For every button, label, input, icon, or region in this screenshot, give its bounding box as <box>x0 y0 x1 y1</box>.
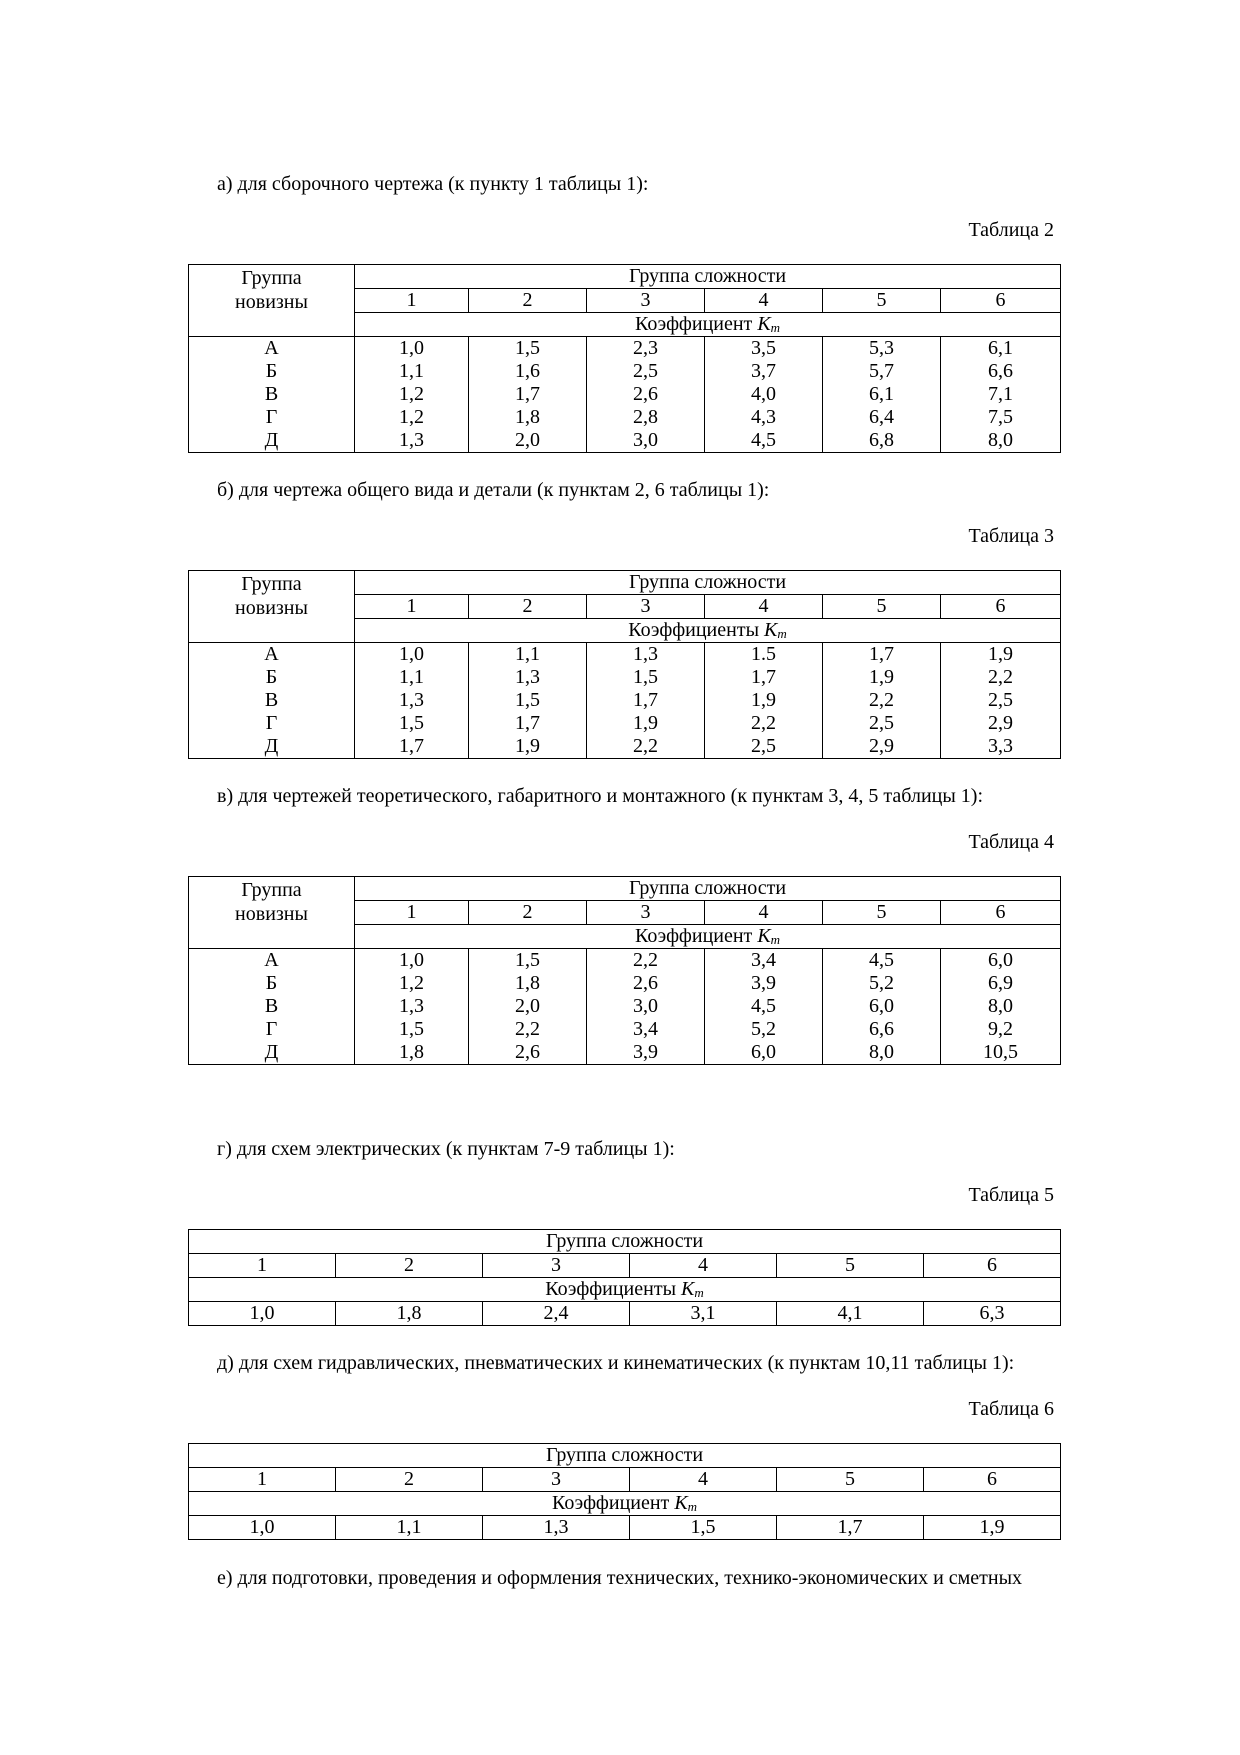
column-header: 6 <box>941 595 1061 619</box>
coefficient-header: Коэффициенты $K_m$ <box>189 1278 1061 1302</box>
coefficient-table-3 <box>188 570 1061 759</box>
column-header: 1 <box>189 1468 336 1492</box>
row-labels-column: А Б В Г Д <box>189 643 355 759</box>
row-labels-column: А Б В Г Д <box>189 337 355 453</box>
column-header: 3 <box>587 901 705 925</box>
column-header: 6 <box>941 289 1061 313</box>
column-header: 6 <box>924 1254 1061 1278</box>
row-header-cell: Группа новизны <box>189 877 355 949</box>
column-header: 4 <box>630 1468 777 1492</box>
table-caption: Таблица 5 <box>968 1184 1054 1206</box>
values-column: 1,3 1,5 1,7 1,9 2,2 <box>587 643 705 759</box>
column-header: 3 <box>587 595 705 619</box>
intro-paragraph: в) для чертежей теоретического, габаритного и монтажного (к пунктам 3, 4, 5 таблицы 1): <box>217 785 984 807</box>
value-cell: 1,0 <box>189 1302 336 1326</box>
values-column: 3,4 3,9 4,5 5,2 6,0 <box>705 949 823 1065</box>
column-header: 2 <box>469 901 587 925</box>
column-header: 3 <box>587 289 705 313</box>
value-cell: 4,1 <box>777 1302 924 1326</box>
group-header: Группа сложности <box>189 1230 1061 1254</box>
column-header: 1 <box>189 1254 336 1278</box>
column-header: 5 <box>823 901 941 925</box>
value-cell: 1,1 <box>336 1516 483 1540</box>
values-column: 5,3 5,7 6,1 6,4 6,8 <box>823 337 941 453</box>
table-caption: Таблица 4 <box>968 831 1054 853</box>
values-column: 1,7 1,9 2,2 2,5 2,9 <box>823 643 941 759</box>
coefficient-header: Коэффициенты $K_m$ <box>355 619 1061 643</box>
intro-paragraph: б) для чертежа общего вида и детали (к пунктам 2, 6 таблицы 1): <box>217 479 770 501</box>
intro-paragraph: д) для схем гидравлических, пневматических и кинематических (к пунктам 10,11 таблицы 1): <box>217 1352 1015 1374</box>
group-header: Группа сложности <box>355 571 1061 595</box>
values-column: 2,2 2,6 3,0 3,4 3,9 <box>587 949 705 1065</box>
values-column: 1,9 2,2 2,5 2,9 3,3 <box>941 643 1061 759</box>
values-column: 2,3 2,5 2,6 2,8 3,0 <box>587 337 705 453</box>
group-header: Группа сложности <box>355 265 1061 289</box>
intro-paragraph: а) для сборочного чертежа (к пункту 1 таблицы 1): <box>217 173 649 195</box>
values-column: 1.5 1,7 1,9 2,2 2,5 <box>705 643 823 759</box>
coefficient-table-4 <box>188 876 1061 1065</box>
column-header: 5 <box>823 289 941 313</box>
column-header: 5 <box>777 1468 924 1492</box>
column-header: 2 <box>469 595 587 619</box>
table-caption: Таблица 2 <box>968 219 1054 241</box>
values-column: 3,5 3,7 4,0 4,3 4,5 <box>705 337 823 453</box>
coefficient-table-2 <box>188 264 1061 453</box>
row-header-cell: Группа новизны <box>189 571 355 643</box>
coefficient-table-5 <box>188 1229 1061 1326</box>
group-header: Группа сложности <box>355 877 1061 901</box>
value-cell: 1,5 <box>630 1516 777 1540</box>
column-header: 1 <box>355 595 469 619</box>
values-column: 6,0 6,9 8,0 9,2 10,5 <box>941 949 1061 1065</box>
column-header: 4 <box>705 595 823 619</box>
column-header: 3 <box>483 1468 630 1492</box>
column-header: 5 <box>823 595 941 619</box>
value-cell: 2,4 <box>483 1302 630 1326</box>
coefficient-table-6 <box>188 1443 1061 1540</box>
value-cell: 1,7 <box>777 1516 924 1540</box>
column-header: 4 <box>705 289 823 313</box>
table-caption: Таблица 6 <box>968 1398 1054 1420</box>
column-header: 1 <box>355 901 469 925</box>
values-column: 1,0 1,1 1,3 1,5 1,7 <box>355 643 469 759</box>
values-column: 1,1 1,3 1,5 1,7 1,9 <box>469 643 587 759</box>
value-cell: 1,0 <box>189 1516 336 1540</box>
value-cell: 1,8 <box>336 1302 483 1326</box>
column-header: 5 <box>777 1254 924 1278</box>
column-header: 6 <box>924 1468 1061 1492</box>
values-column: 1,0 1,2 1,3 1,5 1,8 <box>355 949 469 1065</box>
column-header: 3 <box>483 1254 630 1278</box>
coefficient-header: Коэффициент $K_m$ <box>189 1492 1061 1516</box>
value-cell: 6,3 <box>924 1302 1061 1326</box>
values-column: 6,1 6,6 7,1 7,5 8,0 <box>941 337 1061 453</box>
column-header: 1 <box>355 289 469 313</box>
value-cell: 1,9 <box>924 1516 1061 1540</box>
row-header-cell: Группа новизны <box>189 265 355 337</box>
values-column: 1,0 1,1 1,2 1,2 1,3 <box>355 337 469 453</box>
table-caption: Таблица 3 <box>968 525 1054 547</box>
values-column: 1,5 1,8 2,0 2,2 2,6 <box>469 949 587 1065</box>
final-paragraph: е) для подготовки, проведения и оформления технических, технико-экономических и сметных <box>217 1567 1023 1589</box>
column-header: 6 <box>941 901 1061 925</box>
group-header: Группа сложности <box>189 1444 1061 1468</box>
row-labels-column: А Б В Г Д <box>189 949 355 1065</box>
intro-paragraph: г) для схем электрических (к пунктам 7-9 таблицы 1): <box>217 1138 675 1160</box>
column-header: 2 <box>336 1254 483 1278</box>
value-cell: 1,3 <box>483 1516 630 1540</box>
column-header: 4 <box>705 901 823 925</box>
value-cell: 3,1 <box>630 1302 777 1326</box>
values-column: 1,5 1,6 1,7 1,8 2,0 <box>469 337 587 453</box>
values-column: 4,5 5,2 6,0 6,6 8,0 <box>823 949 941 1065</box>
column-header: 2 <box>336 1468 483 1492</box>
coefficient-header: Коэффициент $K_m$ <box>355 313 1061 337</box>
coefficient-header: Коэффициент $K_m$ <box>355 925 1061 949</box>
column-header: 2 <box>469 289 587 313</box>
column-header: 4 <box>630 1254 777 1278</box>
